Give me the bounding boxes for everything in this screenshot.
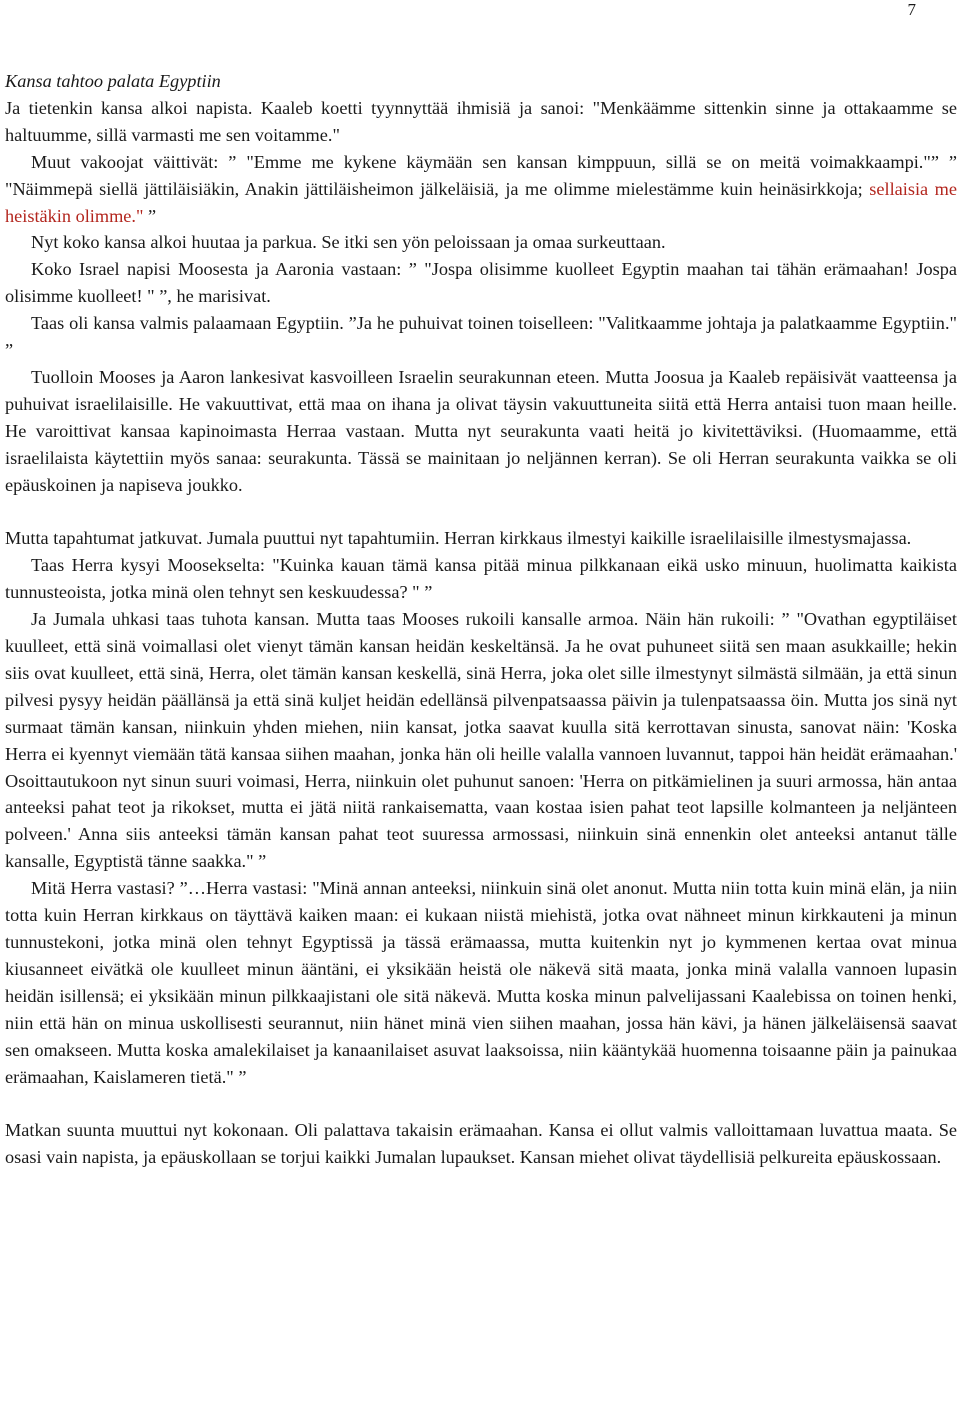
paragraph-spacer (5, 1090, 957, 1117)
paragraph-4: Koko Israel napisi Moosesta ja Aaronia vastaan: ” "Jospa olisimme kuolleet Egyptin maahan tai tähän erämaahan! Jospa olisimme kuolleet! " ”, he marisivat. (5, 259, 957, 307)
section-heading: Kansa tahtoo palata Egyptiin (5, 71, 221, 91)
paragraph-7: Mutta tapahtumat jatkuvat. Jumala puuttui nyt tapahtumiin. Herran kirkkaus ilmestyi kaikille israelilaisille ilmestysmajassa. (5, 528, 912, 549)
paragraph-10: Mitä Herra vastasi? ”…Herra vastasi: "Minä annan anteeksi, niinkuin sinä olet anonut. Mutta niin totta kuin minä elän, ja niin totta kuin Herran kirkkaus on täyttävä kaiken maan: ei kukaan niistä miehistä, jotka ovat nähneet minun kirkkauteni ja minun tunnustekoni, jotka minä olen tehnyt Egyptissä ja tässä erämaassa, mutta kuitenkin nyt jo kymmenen kertaa ovat minua kiusanneet eivätkä ole kuulleet minun ääntäni, ei yksikään heistä ole näkevä sitä maata, jonka minä valalla vannoen lupasin heidän isillensä; ei yksikään minun pilkkaajistani ole sitä näkevä. Mutta koska minun palvelijassani Kaalebissa on toinen henki, niin että hän on minua uskollisesti seurannut, niin hänet minä vien siihen maahan, jossa hän kävi, ja hänen jälkeläisensä saavat sen omakseen. Mutta koska amalekilaiset ja kanaanilaiset asuvat laaksoissa, niin kääntykää huomenna toisaanne päin ja painukaa erämaahan, Kaislameren tietä." ” (5, 878, 957, 1087)
paragraph-8: Taas Herra kysyi Moosekselta: "Kuinka kauan tämä kansa pitää minua pilkkanaan eikä usko minuun, huolimatta kaikista tunnusteoista, jotka minä olen tehnyt sen keskuudessa? " ” (5, 555, 957, 603)
paragraph-2-closing: ” (143, 205, 157, 226)
page-number: 7 (907, 0, 916, 19)
paragraph-11: Matkan suunta muuttui nyt kokonaan. Oli palattava takaisin erämaahan. Kansa ei ollut valmis valloittamaan luvattua maata. Se osasi vain napista, ja epäuskollaan se torjui kaikki Jumalan lupaukset. Kansan miehet olivat täydellisiä pelkureita epäuskossaan. (5, 1120, 957, 1168)
paragraph-spacer (5, 499, 957, 526)
paragraph-1: Ja tietenkin kansa alkoi napista. Kaaleb koetti tyynnyttää ihmisiä ja sanoi: "Menkäämme sittenkin sinne ja ottakaamme se haltuumme, sillä varmasti me sen voitamme." (5, 97, 957, 145)
paragraph-5: Taas oli kansa valmis palaamaan Egyptiin. ”Ja he puhuivat toinen toiselleen: "Valitkaamme johtaja ja palatkaamme Egyptiin." ” (5, 313, 957, 361)
document-body (5, 68, 957, 1171)
highlighted-text: sellaisia me heistäkin olimme." (5, 178, 957, 226)
paragraph-6: Tuolloin Mooses ja Aaron lankesivat kasvoilleen Israelin seurakunnan eteen. Mutta Joosua ja Kaaleb repäisivät vaatteensa ja puhuivat israelilaisille. He vakuuttivat, että maa on ihana ja olivat täysin vakuuttuneita siitä että Herra antaisi tuon maan heille. He varoittivat kansaa kapinoimasta Herraa vastaan. Mutta nyt seurakunta vaati heitä jo kivitettäviksi. (Huomaamme, että israelilaista käytettiin myös sanaa: seurakunta. Tässä se mainitaan jo neljännen kerran). Se oli Herran seurakunta vaikka se oli epäuskoinen ja napiseva joukko. (5, 366, 957, 495)
paragraph-2-text: Muut vakoojat väittivät: ” "Emme me kykene käymään sen kansan kimppuun, sillä se on meitä voimakkaampi."” ” "Näimmepä siellä jättiläisiäkin, Anakin jättiläisheimon jälkeläisiä, ja me olimme mielestämme kuin heinäsirkkoja; (5, 151, 957, 199)
paragraph-9: Ja Jumala uhkasi taas tuhota kansan. Mutta taas Mooses rukoili kansalle armoa. Näin hän rukoili: ” "Ovathan egyptiläiset kuulleet, että sinä voimallasi olet vienyt tämän kansan heidän keskeltänsä. Ja he ovat puhuneet siitä sen maan asukkaille; hekin siis ovat kuulleet, että sinä, Herra, olet tämän kansan keskellä, sinä Herra, joka olet sille ilmestynyt silmästä silmään, ja että sinun pilvesi pysyy heidän päällänsä ja että sinä kuljet heidän edellänsä pilvenpatsaassa päivin ja tulenpatsaassa öin. Mutta jos sinä nyt surmaat tämän kansan, niinkuin yhden miehen, niin kansat, jotka saavat kuulla sitä kerrottavan sinusta, sanovat näin: 'Koska Herra ei kyennyt viemään tätä kansaa siihen maahan, jonka hän oli heille valalla vannoen luvannut, tappoi hän heidät erämaahan.' Osoittautukoon nyt sinun suuri voimasi, Herra, niinkuin olet puhunut sanoen: 'Herra on pitkämielinen ja suuri armossa, hän antaa anteeksi pahat teot ja rikokset, mutta ei jätä niitä rankaisematta, vaan kostaa isien pahat teot lapsille kolmanteen ja neljänteen polveen.' Anna siis anteeksi tämän kansan pahat teot suuressa armossasi, niinkuin sinä ennenkin olet anteeksi antanut tälle kansalle, Egyptistä tänne saakka." ” (5, 609, 957, 872)
paragraph-2 (5, 149, 957, 230)
paragraph-3: Nyt koko kansa alkoi huutaa ja parkua. Se itki sen yön peloissaan ja omaa surkeuttaan. (31, 232, 666, 253)
